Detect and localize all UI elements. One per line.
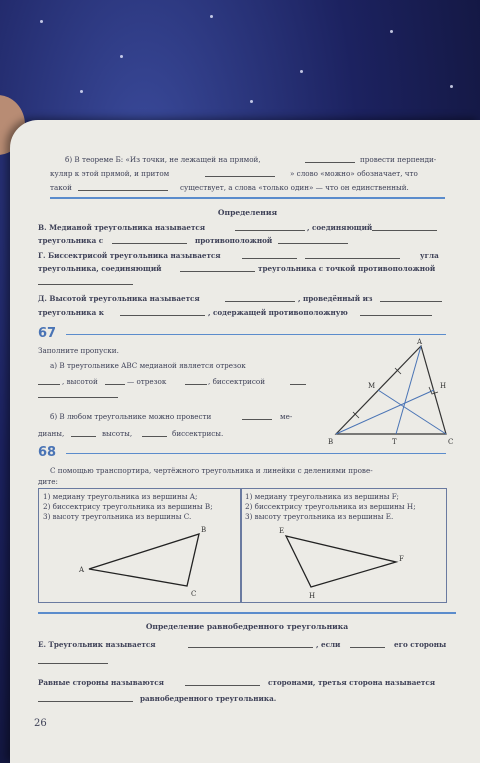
def-isosceles-line1: Е. Треугольник называется xyxy=(38,640,156,649)
vertex-a-label: A xyxy=(417,338,423,346)
vertex-b-label: B xyxy=(328,438,334,446)
background-sparkle xyxy=(80,90,83,93)
exercise-number: 67 xyxy=(38,326,57,341)
blank[interactable] xyxy=(105,377,125,388)
blank[interactable] xyxy=(305,251,400,262)
blank[interactable] xyxy=(225,294,295,305)
vertex-b-label: B xyxy=(201,526,207,534)
blank[interactable] xyxy=(38,377,60,388)
vertex-e-label: E xyxy=(279,527,285,535)
list-item: 3) высоту треугольника из вершины E. xyxy=(245,512,394,521)
exercise-67a-height: , высотой xyxy=(62,377,98,386)
definitions-title: Определения xyxy=(217,208,278,217)
theorem-b-line1: б) В теореме Б: «Из точки, не лежащей на прямой, xyxy=(65,155,261,164)
point-h-label: H xyxy=(440,382,447,390)
blank[interactable] xyxy=(120,308,205,319)
blank[interactable] xyxy=(38,277,133,288)
exercise-67a-bisector: , биссектрисой xyxy=(208,377,265,386)
blank[interactable] xyxy=(38,694,133,705)
blank[interactable] xyxy=(290,377,306,388)
exercise-67b-bisectors: биссектрисы. xyxy=(172,429,224,438)
triangle-abc-figure xyxy=(328,338,458,448)
isosceles-title: Определение равнобедренного треугольника xyxy=(145,622,349,631)
exercise-67a-segment: — отрезок xyxy=(127,377,167,386)
divider xyxy=(66,334,446,335)
point-m-label: M xyxy=(368,382,376,390)
triangle-shape xyxy=(286,536,396,587)
vertex-h-label: H xyxy=(309,592,316,600)
blank[interactable] xyxy=(180,264,255,275)
blank[interactable] xyxy=(242,251,297,262)
def-bisector-line2-end: треугольника с точкой противоположной xyxy=(258,264,436,273)
def-isosceles-line1-mid: , если xyxy=(316,640,341,649)
exercise-68-task-line1: С помощью транспортира, чертёжного треугольника и линейки с делениями прове- xyxy=(50,466,373,475)
exercise-67b-heights: высоты, xyxy=(102,429,133,438)
blank[interactable] xyxy=(205,169,275,180)
exercise-67a-line1: а) В треугольнике ABC медианой является отрезок xyxy=(50,361,246,370)
right-task-box xyxy=(240,488,447,603)
equal-tick xyxy=(395,368,401,374)
background-sparkle xyxy=(390,30,393,33)
list-item: 1) медиану треугольника из вершины F; xyxy=(245,492,399,501)
background-sparkle xyxy=(250,100,253,103)
background-sparkle xyxy=(210,15,213,18)
theorem-b-line3-end: существует, а слова «только один» — что он единственный. xyxy=(180,183,409,192)
list-item: 1) медиану треугольника из вершины A; xyxy=(43,492,198,501)
def-sides-line1: Равные стороны называются xyxy=(38,678,164,687)
def-bisector-line2: треугольника, соединяющий xyxy=(38,264,162,273)
exercise-task: Заполните пропуски. xyxy=(38,346,119,355)
def-median-line2-end: противоположной xyxy=(195,236,273,245)
def-median-line2: треугольника с xyxy=(38,236,104,245)
exercise-67b-line1: б) В любом треугольнике можно провести xyxy=(50,412,212,421)
blank[interactable] xyxy=(188,640,313,651)
triangle-abc-left xyxy=(39,524,241,602)
blank[interactable] xyxy=(305,155,355,166)
triangle-efh-right xyxy=(241,524,446,602)
exercise-number: 68 xyxy=(38,445,57,460)
exercise-67b-line1-end: ме- xyxy=(280,412,293,421)
exercise-68-task-line2: дите: xyxy=(38,477,58,486)
triangle-abc xyxy=(336,346,446,434)
blank[interactable] xyxy=(372,223,437,234)
blank[interactable] xyxy=(38,390,118,401)
def-sides-line1-end: сторонами, третья сторона называется xyxy=(268,678,436,687)
divider xyxy=(66,453,446,454)
background-sparkle xyxy=(120,55,123,58)
list-item: 3) высоту треугольника из вершины C. xyxy=(43,512,192,521)
vertex-f-label: F xyxy=(399,555,404,563)
list-item: 2) биссектрису треугольника из вершины H; xyxy=(245,502,416,511)
vertex-c-label: C xyxy=(191,590,197,598)
blank[interactable] xyxy=(185,678,260,689)
vertex-c-label: C xyxy=(448,438,454,446)
blank[interactable] xyxy=(142,429,167,440)
altitude-bh xyxy=(336,390,434,434)
blank[interactable] xyxy=(185,377,207,388)
background-sparkle xyxy=(300,70,303,73)
vertex-a-label: A xyxy=(79,566,85,574)
triangle-shape xyxy=(89,534,199,586)
exercise-67b-medians: дианы, xyxy=(38,429,65,438)
theorem-b-line3: такой xyxy=(50,183,72,192)
page-number: 26 xyxy=(34,718,47,729)
def-isosceles-line1-end: его стороны xyxy=(394,640,447,649)
blank[interactable] xyxy=(71,429,96,440)
blank[interactable] xyxy=(38,656,108,667)
def-median-line1-end: , соединяющий xyxy=(307,223,373,232)
blank[interactable] xyxy=(350,640,385,651)
divider xyxy=(50,197,445,199)
background-sparkle xyxy=(450,85,453,88)
workbook-page xyxy=(10,120,480,763)
theorem-b-line2-end: » слово «можно» обозначает, что xyxy=(290,169,418,178)
divider xyxy=(38,612,456,614)
def-median-line1: В. Медианой треугольника называется xyxy=(38,223,206,232)
def-bisector-line1: Г. Биссектрисой треугольника называется xyxy=(38,251,221,260)
point-t-label: T xyxy=(392,438,397,446)
blank[interactable] xyxy=(360,308,432,319)
blank[interactable] xyxy=(235,223,305,234)
blank[interactable] xyxy=(112,236,187,247)
theorem-b-line2: куляр к этой прямой, и притом xyxy=(50,169,170,178)
def-altitude-line2: треугольника к xyxy=(38,308,104,317)
def-altitude-line1: Д. Высотой треугольника называется xyxy=(38,294,200,303)
def-sides-line2: равнобедренного треугольника. xyxy=(140,694,277,703)
def-altitude-line2-end: , содержащей противоположную xyxy=(208,308,348,317)
blank[interactable] xyxy=(278,236,348,247)
left-task-box xyxy=(38,488,242,603)
list-item: 2) биссектрису треугольника из вершины B; xyxy=(43,502,213,511)
def-bisector-line1-end: угла xyxy=(420,251,439,260)
blank[interactable] xyxy=(380,294,442,305)
background-sparkle xyxy=(40,20,43,23)
blank[interactable] xyxy=(242,412,272,423)
blank[interactable] xyxy=(78,183,168,194)
def-altitude-line1-end: , проведённый из xyxy=(298,294,373,303)
theorem-b-line1-end: провести перпенди- xyxy=(360,155,437,164)
